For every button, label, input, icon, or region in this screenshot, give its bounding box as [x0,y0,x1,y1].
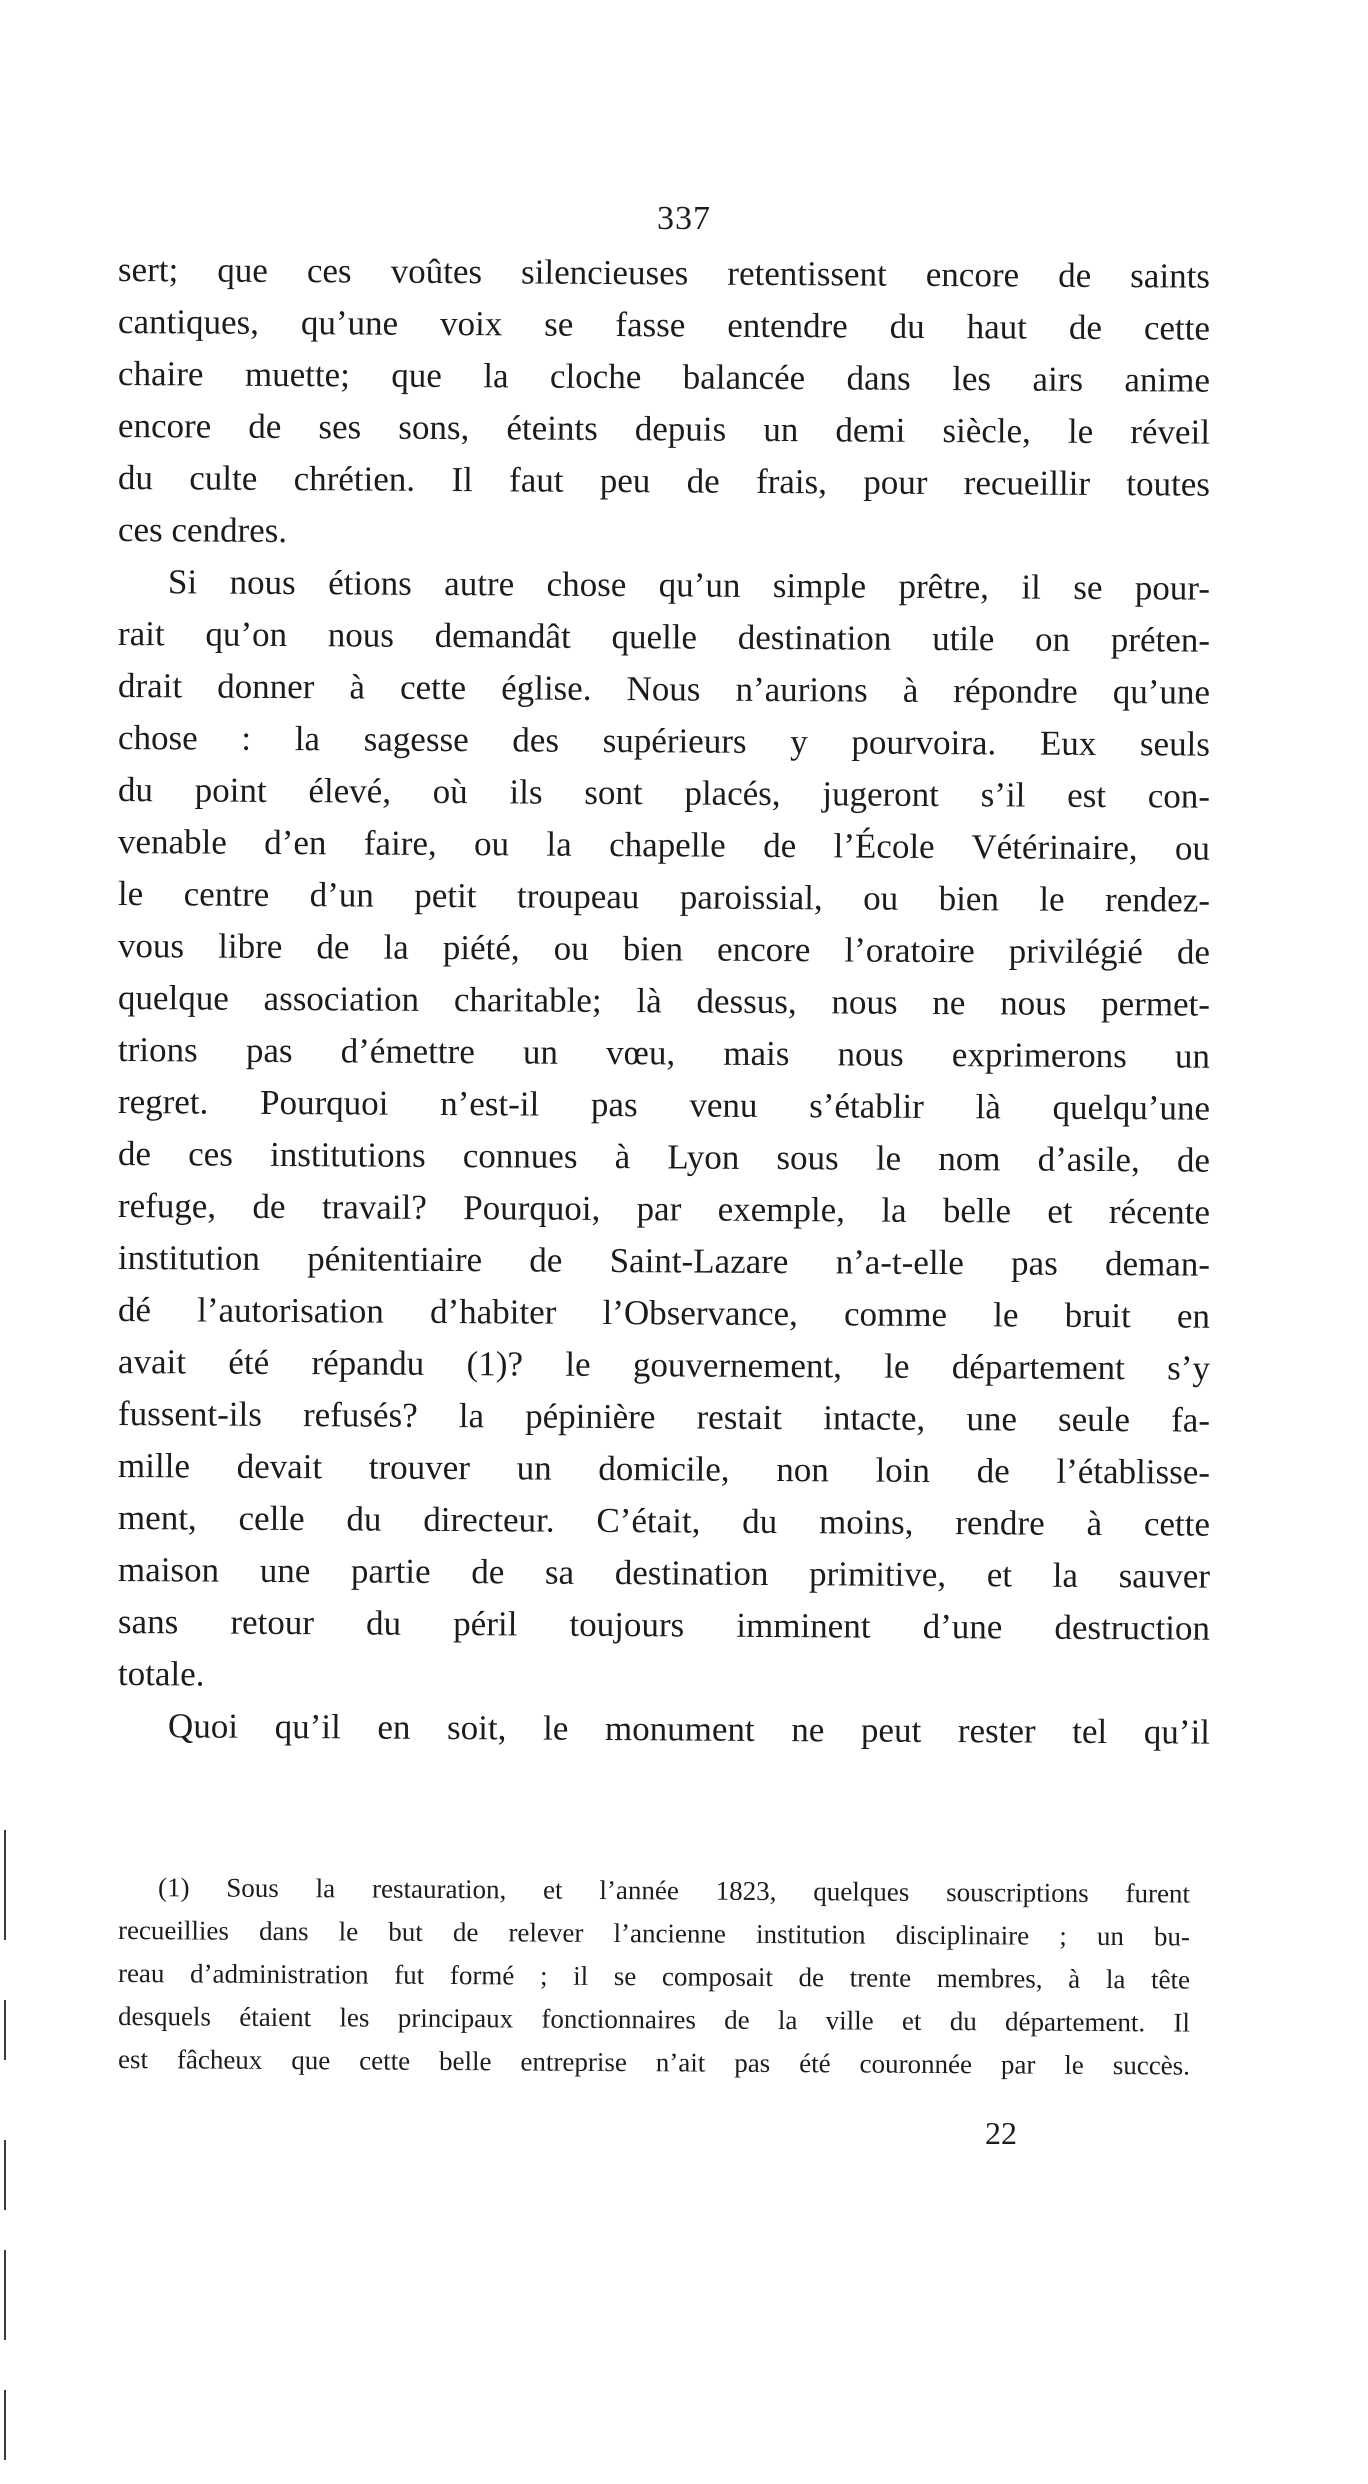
text-line: quelque association charitable; là dessus, nous ne nous permet- [117,978,1211,1024]
page-number: 337 [657,200,711,237]
text-line: de ces institutions connues à Lyon sous le nom d’asile, de [117,1134,1211,1180]
footnote-line: reau d’administration fut formé ; il se composait de trente membres, à la tête [117,1958,1191,1995]
text-line: du point élevé, où ils sont placés, jugeront s’il est con- [117,770,1211,816]
footnote-line: est fâcheux que cette belle entreprise n’ait pas été couronnée par le succès. [117,2044,1191,2081]
text-line: venable d’en faire, ou la chapelle de l’École Vétérinaire, ou [117,822,1211,868]
text-line: refuge, de travail? Pourquoi, par exemple, la belle et récente [117,1186,1211,1232]
text-line: chose : la sagesse des supérieurs y pourvoira. Eux seuls [117,718,1211,764]
footnote-line: recueillies dans le but de relever l’ancienne institution disciplinaire ; un bu- [117,1915,1191,1952]
text-line: du culte chrétien. Il faut peu de frais, pour recueillir toutes [117,458,1211,504]
signature-mark: 22 [985,2115,1017,2151]
margin-scan-mark [4,2390,6,2460]
text-line: regret. Pourquoi n’est-il pas venu s’établir là quelqu’une [117,1082,1211,1128]
text-line: le centre d’un petit troupeau paroissial, ou bien le rendez- [117,874,1211,920]
text-line: vous libre de la piété, ou bien encore l’oratoire privilégié de [117,926,1211,972]
text-line: chaire muette; que la cloche balancée dans les airs anime [117,354,1211,400]
text-line: ment, celle du directeur. C’était, du moins, rendre à cette [117,1498,1211,1544]
text-line: totale. [117,1654,205,1694]
margin-scan-mark [4,2000,6,2060]
text-line: maison une partie de sa destination primitive, et la sauver [117,1550,1211,1596]
text-line: avait été répandu (1)? le gouvernement, le département s’y [117,1342,1211,1388]
footnote-line: (1) Sous la restauration, et l’année 1823, quelques souscriptions furent [157,1872,1191,1909]
paragraph-start-line: Quoi qu’il en soit, le monument ne peut rester tel qu’il [167,1706,1211,1752]
text-line: encore de ses sons, éteints depuis un demi siècle, le réveil [117,406,1211,452]
text-line: ces cendres. [117,510,288,551]
margin-scan-mark [4,2250,6,2340]
text-line: fussent-ils refusés? la pépinière restait intacte, une seule fa- [117,1394,1211,1440]
footnote [118,1866,1190,2081]
text-line: rait qu’on nous demandât quelle destination utile on préten- [117,614,1211,660]
text-line: dé l’autorisation d’habiter l’Observance, comme le bruit en [117,1290,1211,1336]
margin-scan-mark [4,2140,6,2210]
text-line: drait donner à cette église. Nous n’aurions à répondre qu’une [117,666,1211,712]
text-line: institution pénitentiaire de Saint-Lazare n’a-t-elle pas deman- [117,1238,1211,1284]
footnote-line: desquels étaient les principaux fonctionnaires de la ville et du département. Il [117,2001,1191,2038]
text-line: trions pas d’émettre un vœu, mais nous exprimerons un [117,1030,1211,1076]
text-line: sans retour du péril toujours imminent d’une destruction [117,1602,1211,1648]
body-text [118,244,1210,1752]
text-line: sert; que ces voûtes silencieuses retentissent encore de saints [117,250,1211,296]
margin-scan-mark [4,1830,6,1940]
text-line: cantiques, qu’une voix se fasse entendre du haut de cette [117,302,1211,348]
paragraph-start-line: Si nous étions autre chose qu’un simple prêtre, il se pour- [167,562,1211,608]
text-line: mille devait trouver un domicile, non loin de l’établisse- [117,1446,1211,1492]
